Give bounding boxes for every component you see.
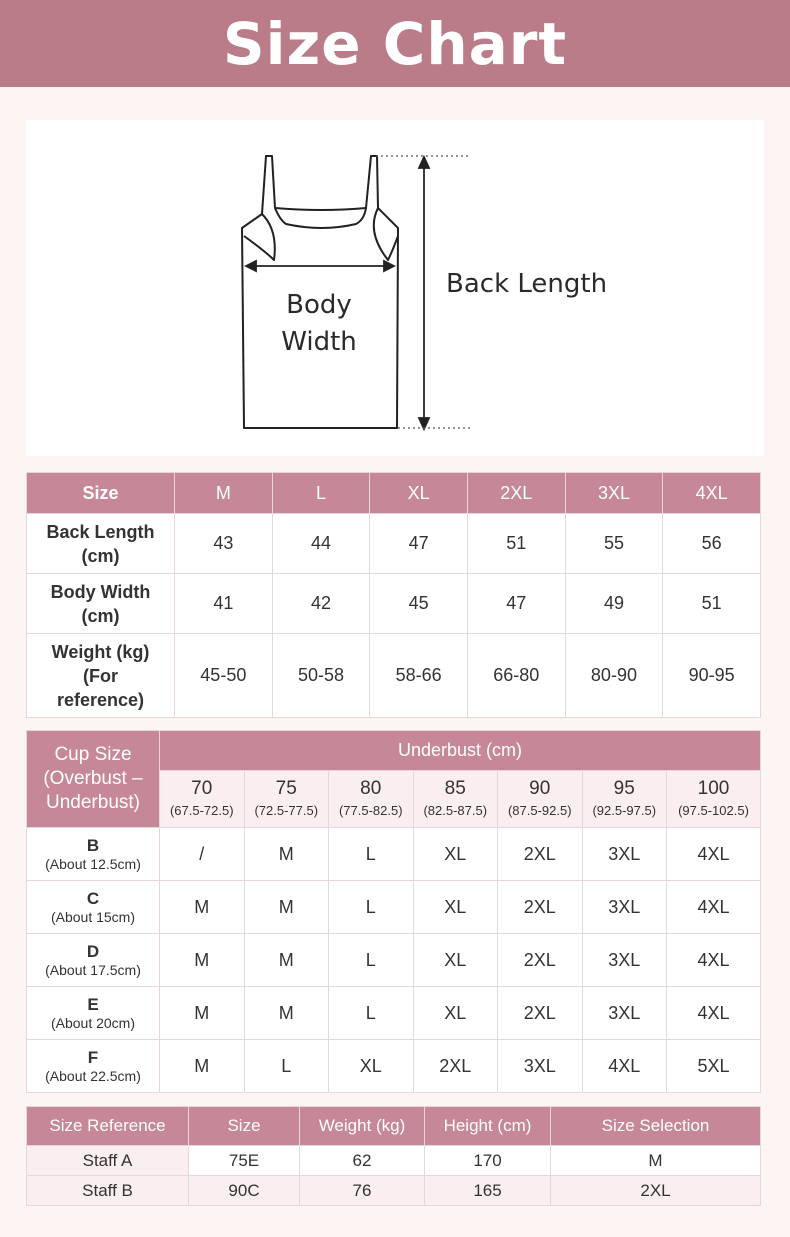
table-cell: M [160, 1040, 245, 1093]
cup-header-row [27, 731, 761, 771]
underbust-range: (67.5-72.5) [169, 803, 234, 818]
header-cell: Height (cm) [425, 1107, 551, 1146]
underbust-size: 80 [360, 778, 382, 799]
table-cell: L [329, 881, 414, 934]
row-label-line: (cm) [81, 605, 120, 626]
table-cell: Staff A [27, 1146, 189, 1176]
row-label-line: (cm) [81, 545, 120, 566]
header-cell: L [272, 473, 370, 514]
underbust-size: 70 [191, 778, 213, 799]
table-cell: 50-58 [272, 634, 370, 718]
table-cell: 2XL [498, 828, 583, 881]
cup-about: (About 20cm) [50, 1015, 136, 1031]
back-length-label: Back Length [446, 269, 608, 299]
table-cell: 51 [467, 514, 565, 574]
row-label [27, 574, 175, 634]
underbust-col [329, 771, 414, 828]
underbust-size: 75 [275, 778, 297, 799]
cup-letter: F [87, 1048, 99, 1067]
row-label-line: reference) [56, 689, 145, 710]
table-cell: M [160, 881, 245, 934]
header-cell: 4XL [663, 473, 761, 514]
header-cell: 3XL [565, 473, 663, 514]
underbust-size: 90 [529, 778, 551, 799]
cup-size-corner [27, 731, 160, 828]
size-reference-table [26, 1106, 761, 1206]
body-width-label-line1: Body [286, 290, 352, 320]
table-cell: / [160, 828, 245, 881]
header-cell: Size [189, 1107, 300, 1146]
table-cell: M [160, 987, 245, 1040]
table-cell: XL [413, 987, 498, 1040]
table-cell: 2XL [551, 1176, 761, 1206]
table-cell: 47 [467, 574, 565, 634]
cup-size-table [26, 730, 761, 1093]
header-cell: 2XL [467, 473, 565, 514]
table-cell: M [551, 1146, 761, 1176]
header-cell: XL [370, 473, 468, 514]
cup-label [27, 1040, 160, 1093]
underbust-col [160, 771, 245, 828]
table-cell: 4XL [667, 987, 761, 1040]
underbust-range: (92.5-97.5) [592, 803, 657, 818]
underbust-col [413, 771, 498, 828]
underbust-col [498, 771, 583, 828]
table-cell: 43 [175, 514, 273, 574]
table-row [27, 987, 761, 1040]
table-cell: 3XL [498, 1040, 583, 1093]
table-cell: L [329, 828, 414, 881]
cup-label [27, 881, 160, 934]
cup-label [27, 987, 160, 1040]
table-cell: 58-66 [370, 634, 468, 718]
header-cell: Weight (kg) [300, 1107, 425, 1146]
underbust-range: (82.5-87.5) [423, 803, 488, 818]
row-label [27, 634, 175, 718]
table-cell: 56 [663, 514, 761, 574]
cup-about: (About 22.5cm) [45, 1068, 141, 1084]
cup-letter: D [86, 942, 100, 961]
table-cell: L [329, 987, 414, 1040]
table-cell: 55 [565, 514, 663, 574]
underbust-col [667, 771, 761, 828]
underbust-title: Underbust (cm) [160, 731, 761, 771]
table-cell: 2XL [498, 987, 583, 1040]
table-cell: 44 [272, 514, 370, 574]
table-cell: M [244, 881, 329, 934]
table-cell: 76 [300, 1176, 425, 1206]
row-label-line: Weight (kg) [51, 641, 150, 662]
table-cell: XL [413, 828, 498, 881]
body-width-label [264, 287, 374, 361]
table-cell: 42 [272, 574, 370, 634]
table-cell: Staff B [27, 1176, 189, 1206]
table-cell: 170 [425, 1146, 551, 1176]
table-cell: 165 [425, 1176, 551, 1206]
table-cell: 4XL [667, 934, 761, 987]
table-cell: 62 [300, 1146, 425, 1176]
table-row [27, 514, 761, 574]
cup-about: (About 12.5cm) [45, 856, 141, 872]
table-cell: 2XL [498, 881, 583, 934]
row-label-line: Back Length [46, 521, 155, 542]
header-cell: M [175, 473, 273, 514]
table-cell: 90-95 [663, 634, 761, 718]
table-cell: 4XL [582, 1040, 667, 1093]
table-row [27, 934, 761, 987]
cup-label [27, 828, 160, 881]
underbust-col [582, 771, 667, 828]
table-cell: 41 [175, 574, 273, 634]
table-cell: 47 [370, 514, 468, 574]
table-row [27, 1176, 761, 1206]
table-cell: 45 [370, 574, 468, 634]
table-row [27, 634, 761, 718]
table-cell: 3XL [582, 828, 667, 881]
table-cell: 4XL [667, 828, 761, 881]
header-cell: Size Selection [551, 1107, 761, 1146]
cup-letter: B [86, 836, 100, 855]
table-row [27, 1146, 761, 1176]
table-cell: XL [413, 881, 498, 934]
cup-about: (About 15cm) [50, 909, 136, 925]
underbust-size: 85 [444, 778, 466, 799]
table-cell: L [244, 1040, 329, 1093]
row-label [27, 514, 175, 574]
corner-line: Underbust) [46, 792, 140, 813]
table-cell: 49 [565, 574, 663, 634]
page-title: Size Chart [0, 0, 790, 87]
tank-top-diagram [26, 120, 764, 456]
underbust-size: 100 [697, 778, 730, 799]
table-cell: 5XL [667, 1040, 761, 1093]
underbust-range: (77.5-82.5) [338, 803, 403, 818]
cup-label [27, 934, 160, 987]
table-cell: 90C [189, 1176, 300, 1206]
measurement-header-row [27, 473, 761, 514]
table-cell: 2XL [498, 934, 583, 987]
underbust-col [244, 771, 329, 828]
table-cell: XL [329, 1040, 414, 1093]
cup-about: (About 17.5cm) [45, 962, 141, 978]
table-cell: 75E [189, 1146, 300, 1176]
table-cell: XL [413, 934, 498, 987]
measurement-table [26, 472, 761, 718]
cup-letter: E [87, 995, 99, 1014]
row-label-line: Body Width [50, 581, 151, 602]
header-cell: Size [27, 473, 175, 514]
corner-line: (Overbust – [43, 768, 143, 789]
tank-top-outline-icon [26, 120, 764, 456]
header-cell: Size Reference [27, 1107, 189, 1146]
cup-letter: C [86, 889, 100, 908]
table-cell: 66-80 [467, 634, 565, 718]
underbust-size: 95 [613, 778, 635, 799]
underbust-range: (72.5-77.5) [254, 803, 319, 818]
table-cell: L [329, 934, 414, 987]
table-cell: 51 [663, 574, 761, 634]
table-cell: 4XL [667, 881, 761, 934]
table-cell: 45-50 [175, 634, 273, 718]
table-cell: M [244, 828, 329, 881]
table-cell: 3XL [582, 934, 667, 987]
table-cell: 2XL [413, 1040, 498, 1093]
table-cell: M [244, 934, 329, 987]
table-row [27, 1040, 761, 1093]
table-cell: 80-90 [565, 634, 663, 718]
corner-line: Cup Size [54, 744, 132, 765]
underbust-range: (97.5-102.5) [678, 803, 749, 818]
table-row [27, 574, 761, 634]
table-cell: 3XL [582, 987, 667, 1040]
table-cell: M [244, 987, 329, 1040]
reference-header-row [27, 1107, 761, 1146]
table-row [27, 881, 761, 934]
table-row [27, 828, 761, 881]
row-label-line: (For [83, 665, 118, 686]
body-width-label-line2: Width [281, 327, 357, 357]
table-cell: M [160, 934, 245, 987]
underbust-range: (87.5-92.5) [507, 803, 572, 818]
table-cell: 3XL [582, 881, 667, 934]
